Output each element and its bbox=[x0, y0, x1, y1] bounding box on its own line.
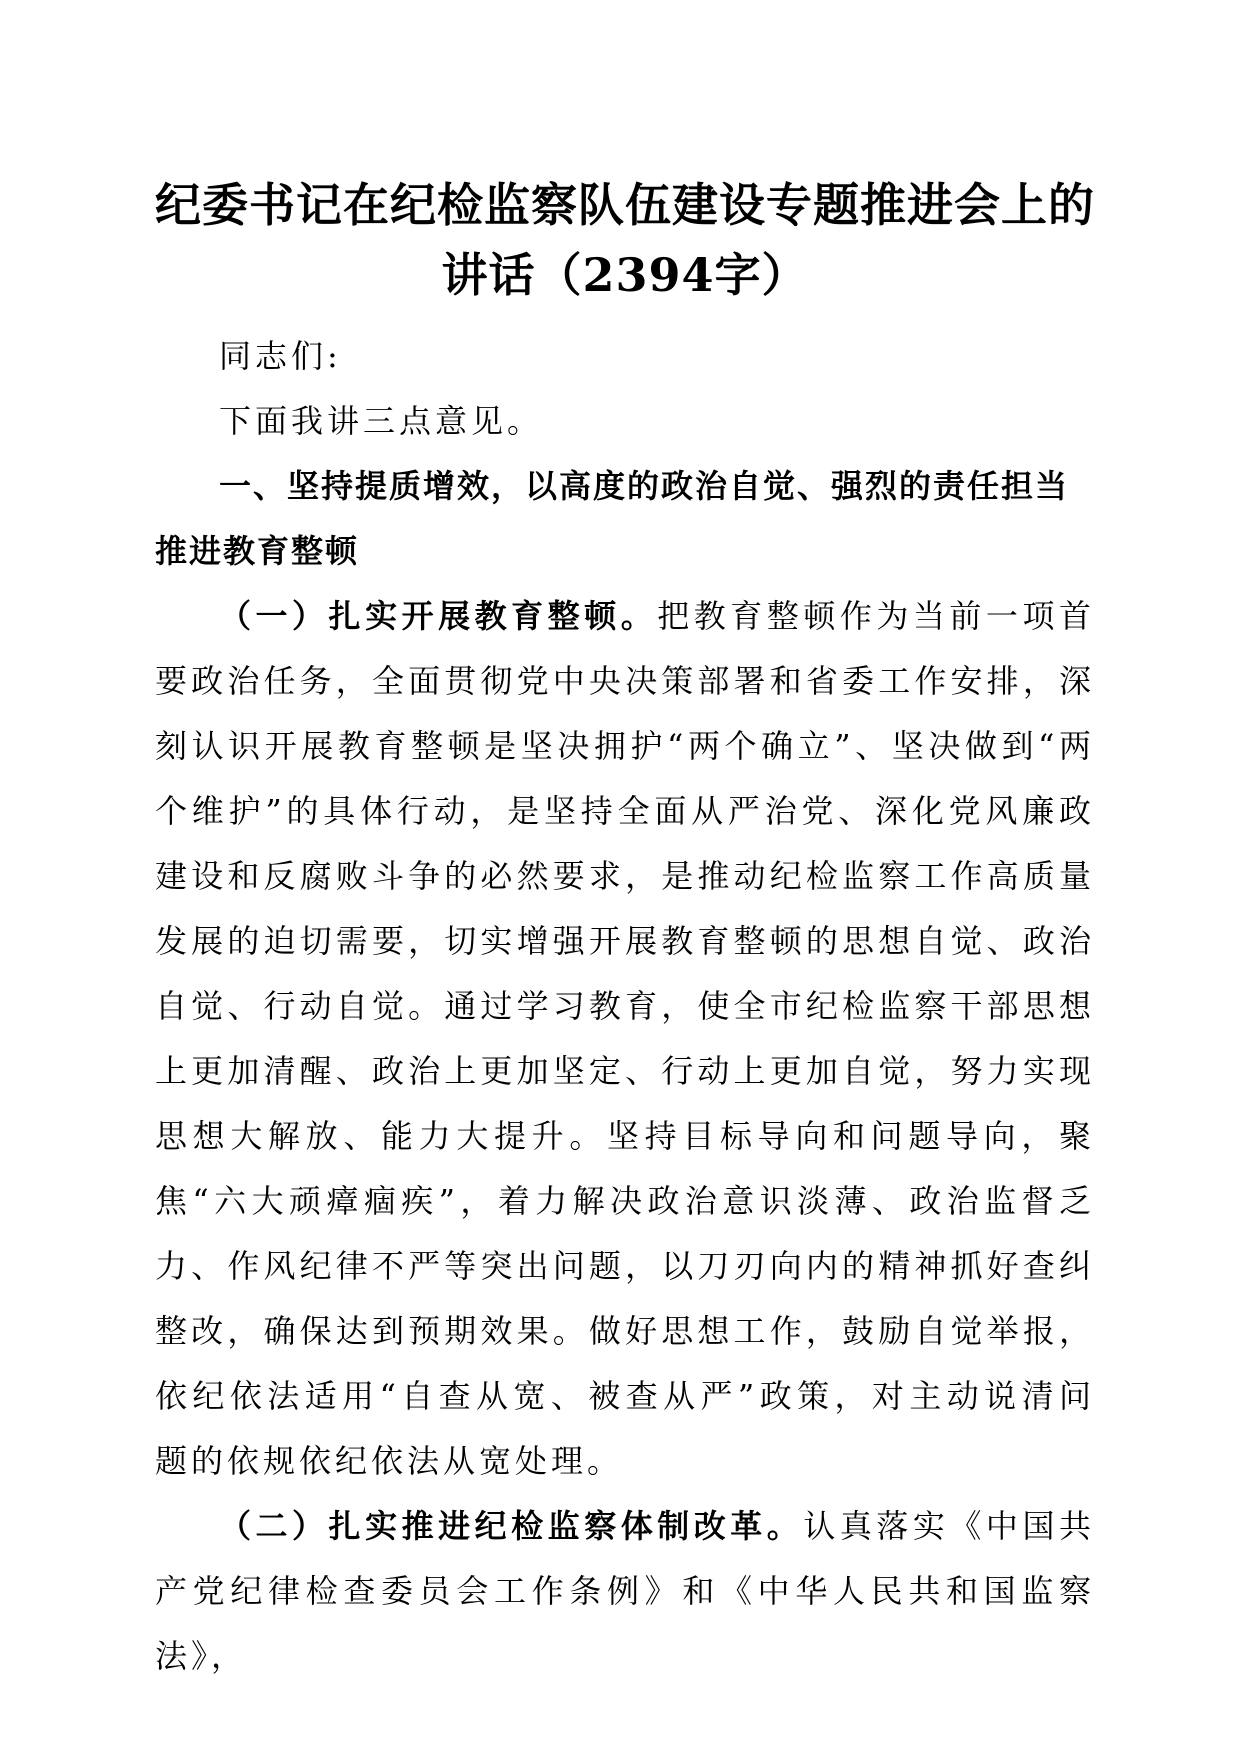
title-line-1: 纪委书记在纪检监察队伍建设专题推进会上的 bbox=[155, 178, 1095, 232]
subsection-1-paragraph bbox=[155, 584, 1095, 1494]
salutation: 同志们: bbox=[219, 337, 342, 375]
intro-paragraph: 下面我讲三点意见。 bbox=[219, 402, 544, 440]
subsection-2-paragraph bbox=[155, 1494, 1095, 1689]
title-line-2: 讲话（2394字） bbox=[441, 248, 809, 302]
document-page bbox=[155, 170, 1095, 1689]
document-title bbox=[155, 170, 1095, 310]
subsection-2-lead: （二）扎实推进纪检监察体制改革。 bbox=[219, 1507, 804, 1545]
subsection-2-body: 认真落实《中国共产党纪律检查委员会工作条例》和《中华人民共和国监察法》， bbox=[155, 1507, 1095, 1675]
section-heading-1: 一、坚持提质增效，以高度的政治自觉、强烈的责任担当推进教育整顿 bbox=[155, 467, 1070, 570]
subsection-1-lead: （一）扎实开展教育整顿。 bbox=[219, 597, 658, 635]
subsection-1-body: 把教育整顿作为当前一项首要政治任务，全面贯彻党中央决策部署和省委工作安排，深刻认识开展教育整顿是坚决拥护“两个确立”、坚决做到“两个维护”的具体行动，是坚持全面从严治党、深化党风廉政建设和反腐败斗争的必然要求，是推动纪检监察工作高质量发展的迫切需要，切实增强开展教育整顿的思想自觉、政治自觉、行动自觉。通过学习教育，使全市纪检监察干部思想上更加清醒、政治上更加坚定、行动上更加自觉，努力实现思想大解放、能力大提升。坚持目标导向和问题导向，聚焦“六大顽瘴痼疾”，着力解决政治意识淡薄、政治监督乏力、作风纪律不严等突出问题，以刀刃向内的精神抓好查纠整改，确保达到预期效果。做好思想工作，鼓励自觉举报，依纪依法适用“自查从宽、被查从严”政策，对主动说清问题的依规依纪依法从宽处理。 bbox=[155, 597, 1095, 1480]
